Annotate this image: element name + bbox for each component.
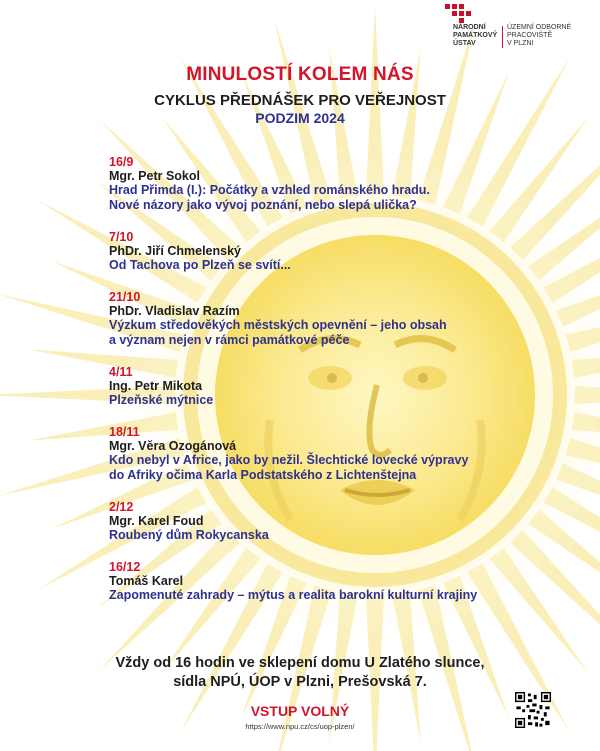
lecture-topic: a význam nejen v rámci památkové péče [109, 333, 350, 347]
unit-name: ÚZEMNÍ ODBORNÉ PRACOVIŠTĚ V PLZNI [507, 24, 572, 47]
lecture-date: 16/9 [109, 155, 134, 169]
lecture-item [109, 425, 579, 483]
website-link[interactable]: https://www.npu.cz/cs/uop-plzen/ [245, 722, 355, 731]
lecture-item [109, 560, 579, 603]
lecture-date: 18/11 [109, 425, 140, 439]
qr-code-icon [515, 692, 551, 728]
lecture-item [109, 230, 579, 273]
npu-logo [443, 2, 593, 48]
lecture-date: 2/12 [109, 500, 134, 514]
lecture-item [109, 290, 579, 348]
page-subtitle: CYKLUS PŘEDNÁŠEK PRO VEŘEJNOST [154, 92, 446, 109]
lecture-list [109, 155, 579, 620]
lecture-item [109, 365, 579, 408]
admission-label: VSTUP VOLNÝ [250, 703, 350, 719]
lecture-topic: Roubený dům Rokycanska [109, 528, 269, 542]
lecture-speaker: Mgr. Petr Sokol [109, 169, 200, 183]
page-title: MINULOSTÍ KOLEM NÁS [186, 64, 414, 85]
lecture-date: 4/11 [109, 365, 133, 379]
lecture-speaker: PhDr. Jiří Chmelenský [109, 244, 242, 258]
venue-line: sídla NPÚ, ÚOP v Plzni, Prešovská 7. [173, 674, 427, 690]
lecture-topic: Plzeňské mýtnice [109, 393, 214, 407]
lecture-topic: Výzkum středověkých městských opevnění – jeho obsah [109, 318, 447, 332]
lecture-speaker: Tomáš Karel [109, 574, 184, 588]
lecture-speaker: Ing. Petr Mikota [109, 379, 203, 393]
season-label: PODZIM 2024 [255, 110, 345, 126]
logo-divider [502, 26, 503, 48]
lecture-topic: Hrad Přimda (I.): Počátky a vzhled románského hradu. [109, 183, 430, 197]
npu-logo-icon [443, 2, 473, 24]
venue-info [0, 654, 600, 692]
lecture-date: 16/12 [109, 560, 141, 574]
lecture-date: 21/10 [109, 290, 141, 304]
lecture-speaker: PhDr. Vladislav Razím [109, 304, 240, 318]
lecture-topic: do Afriky očima Karla Podstatského z Lichtenštejna [109, 468, 417, 482]
lecture-speaker: Mgr. Věra Ozogánová [109, 439, 237, 453]
lecture-item [109, 500, 579, 543]
lecture-topic: Zapomenuté zahrady – mýtus a realita barokní kulturní krajiny [109, 588, 478, 602]
venue-line: Vždy od 16 hodin ve sklepení domu U Zlatého slunce, [115, 655, 485, 671]
lecture-speaker: Mgr. Karel Foud [109, 514, 204, 528]
lecture-date: 7/10 [109, 230, 134, 244]
lecture-topic: Od Tachova po Plzeň se svítí... [109, 258, 291, 272]
lecture-topic: Kdo nebyl v Africe, jako by nežil. Šlechtické lovecké výpravy [109, 453, 469, 467]
lecture-topic: Nové názory jako vývoj poznání, nebo slepá ulička? [109, 198, 417, 212]
lecture-item [109, 155, 579, 213]
org-name: NÁRODNÍ PAMÁTKOVÝ ÚSTAV [453, 24, 498, 47]
